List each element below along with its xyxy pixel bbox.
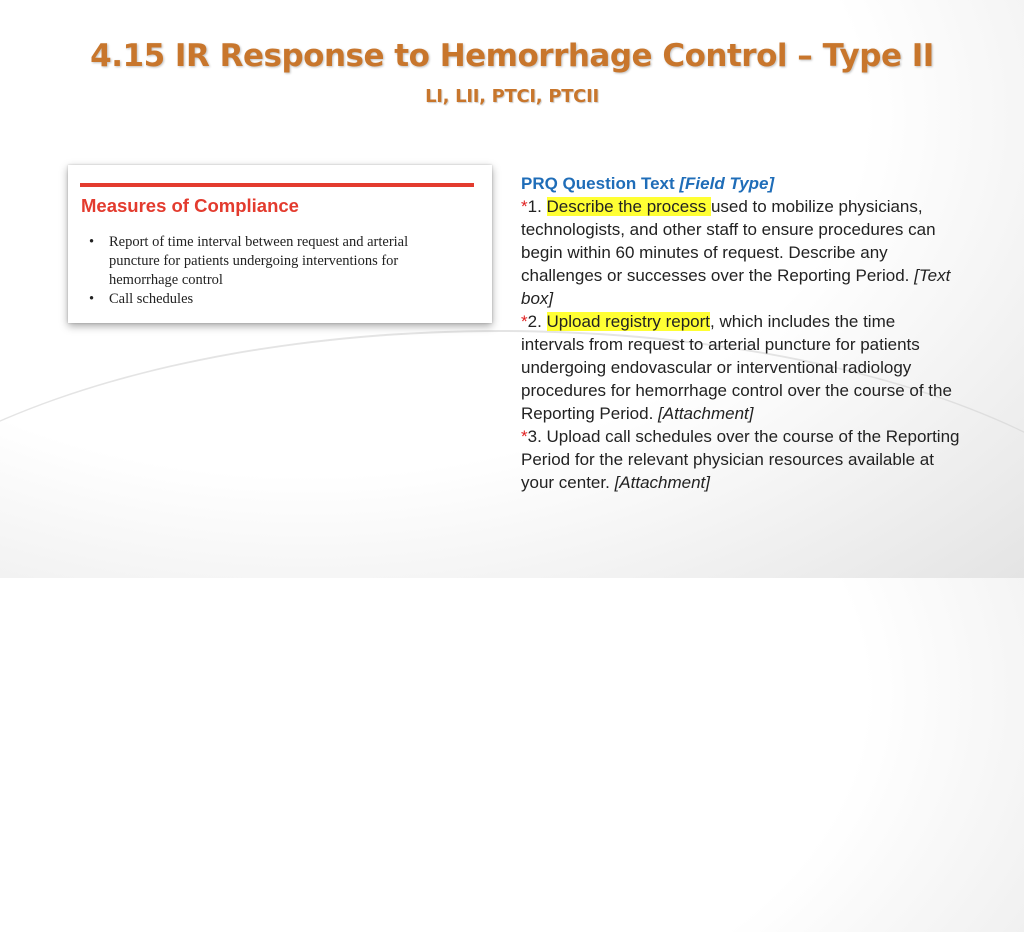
compliance-list [81, 233, 461, 309]
card-top-rule [80, 183, 474, 187]
compliance-card [68, 165, 492, 323]
field-type-label: [Text box] [521, 266, 951, 308]
prq-heading-text: PRQ Question Text [521, 174, 675, 193]
bullet-icon: • [89, 234, 95, 250]
prq-question-1 [521, 195, 961, 310]
question-number: 1. [527, 197, 547, 216]
highlighted-phrase: Upload registry report [546, 312, 710, 331]
question-text: used to mobilize physicians, technologists, and other staff to ensure procedures can begin within 60 minutes of request. Describe any challenges or successes over the Reporting Period. [521, 197, 936, 285]
slide-subtitle: LI, LII, PTCI, PTCII [425, 86, 599, 107]
compliance-heading: Measures of Compliance [81, 195, 299, 216]
compliance-item-text: Report of time interval between request and arterial puncture for patients undergoing interventions for hemorrhage control [109, 234, 409, 288]
question-text: , which includes the time intervals from request to arterial puncture for patients undergoing endovascular or interventional radiology procedures for hemorrhage control over the course of the Reporting Period. [521, 312, 952, 423]
field-type-label: [Attachment] [614, 473, 710, 492]
compliance-item [81, 290, 461, 309]
highlighted-phrase: Describe the process [546, 197, 711, 216]
slide-title: 4.15 IR Response to Hemorrhage Control – Type II [90, 38, 934, 74]
prq-question-block [521, 172, 961, 494]
question-number: 2. [527, 312, 547, 331]
required-marker: * [521, 197, 528, 216]
prq-heading [521, 172, 961, 195]
compliance-item [81, 233, 461, 290]
prq-field-type: [Field Type] [679, 174, 775, 193]
compliance-item-text: Call schedules [109, 291, 194, 307]
question-number: 3. [527, 427, 547, 446]
prq-question-3 [521, 425, 961, 494]
prq-question-2 [521, 310, 961, 425]
bullet-icon: • [89, 291, 95, 307]
required-marker: * [521, 427, 528, 446]
required-marker: * [521, 312, 528, 331]
question-text: Upload call schedules over the course of the Reporting Period for the relevant physician resources available at your center. [521, 427, 960, 492]
field-type-label: [Attachment] [658, 404, 754, 423]
